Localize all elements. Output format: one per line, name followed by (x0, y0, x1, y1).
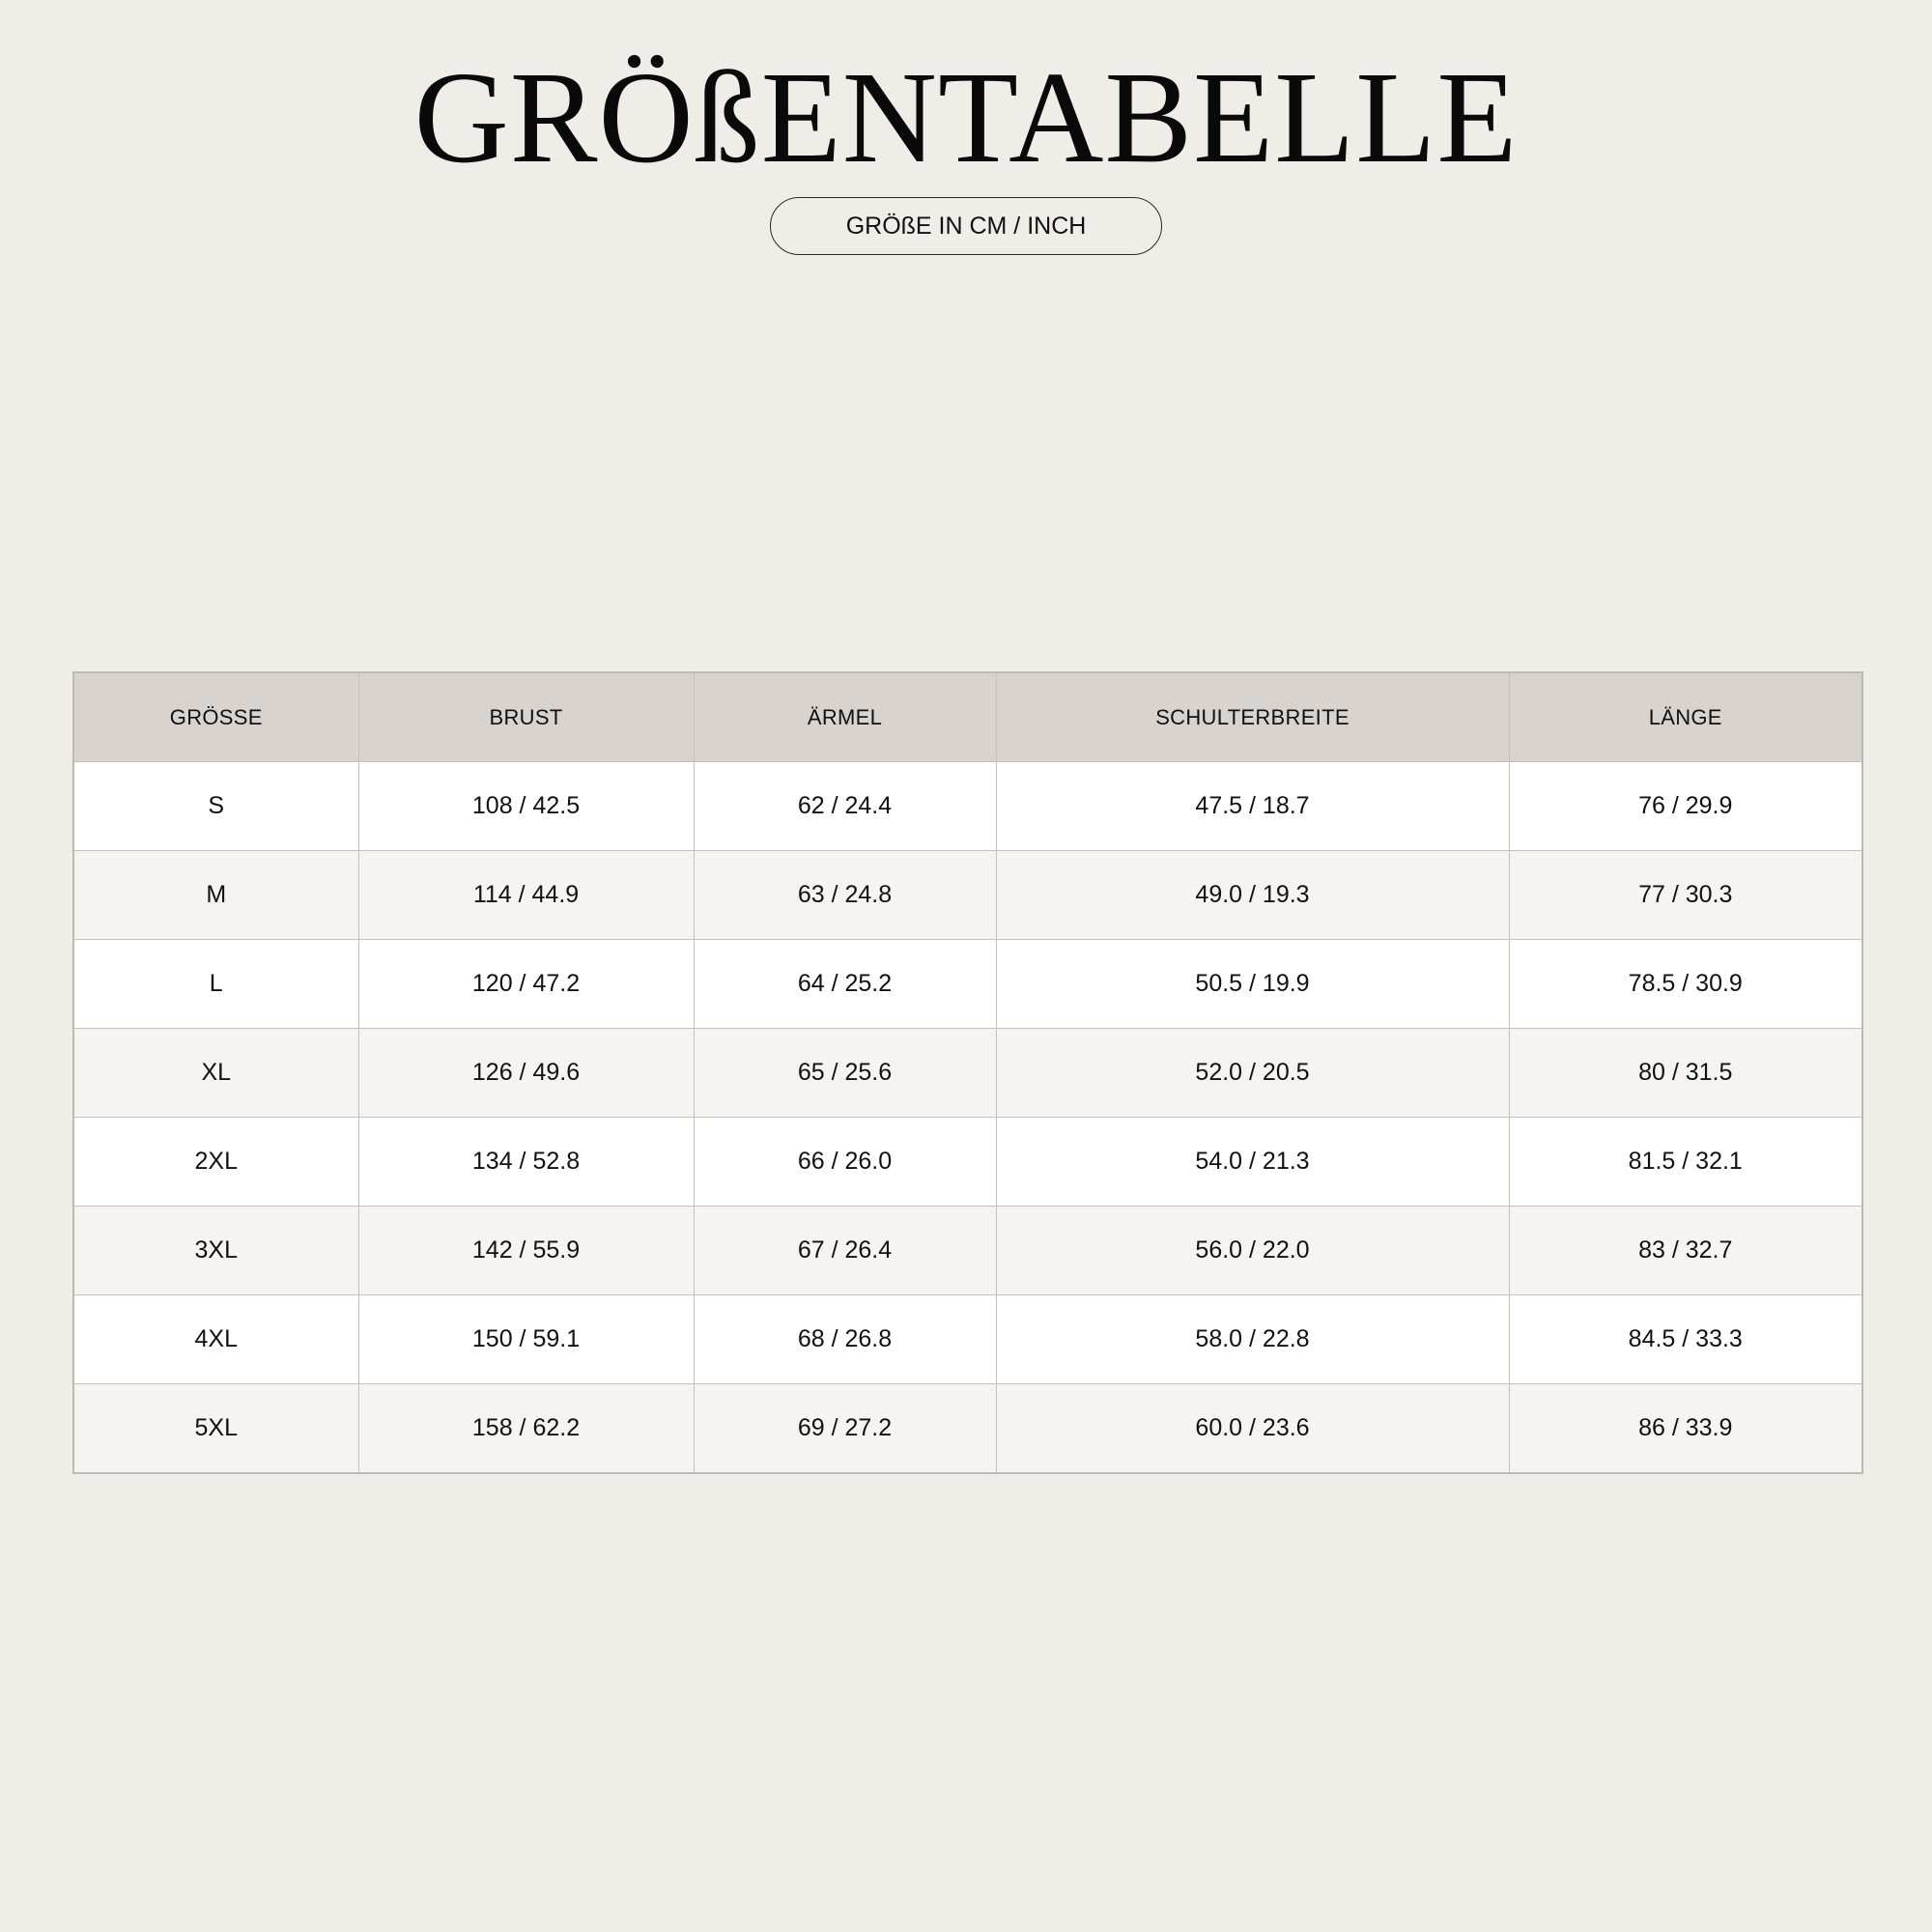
cell-brust: 108 / 42.5 (358, 762, 694, 851)
header-aermel: ÄRMEL (694, 672, 996, 762)
size-chart-table (72, 671, 1863, 1474)
cell-size: L (73, 940, 358, 1029)
cell-aermel: 66 / 26.0 (694, 1118, 996, 1207)
header-schulterbreite: SCHULTERBREITE (996, 672, 1509, 762)
cell-aermel: 65 / 25.6 (694, 1029, 996, 1118)
table-row (73, 762, 1862, 851)
cell-laenge: 84.5 / 33.3 (1509, 1295, 1862, 1384)
cell-brust: 120 / 47.2 (358, 940, 694, 1029)
table-row (73, 1029, 1862, 1118)
unit-label: GRÖßE IN CM / INCH (845, 212, 1087, 240)
cell-size: S (73, 762, 358, 851)
cell-size: 4XL (73, 1295, 358, 1384)
cell-brust: 158 / 62.2 (358, 1384, 694, 1474)
cell-brust: 142 / 55.9 (358, 1207, 694, 1295)
cell-aermel: 69 / 27.2 (694, 1384, 996, 1474)
cell-size: 5XL (73, 1384, 358, 1474)
cell-schulterbreite: 49.0 / 19.3 (996, 851, 1509, 940)
header-laenge: LÄNGE (1509, 672, 1862, 762)
table-row (73, 1118, 1862, 1207)
table-row (73, 851, 1862, 940)
cell-schulterbreite: 56.0 / 22.0 (996, 1207, 1509, 1295)
cell-brust: 150 / 59.1 (358, 1295, 694, 1384)
cell-laenge: 78.5 / 30.9 (1509, 940, 1862, 1029)
table-row (73, 1384, 1862, 1474)
page-title: GRÖßENTABELLE (413, 45, 1519, 190)
cell-size: XL (73, 1029, 358, 1118)
cell-aermel: 68 / 26.8 (694, 1295, 996, 1384)
unit-label-pill (770, 197, 1162, 255)
cell-laenge: 83 / 32.7 (1509, 1207, 1862, 1295)
cell-laenge: 76 / 29.9 (1509, 762, 1862, 851)
cell-aermel: 64 / 25.2 (694, 940, 996, 1029)
cell-brust: 126 / 49.6 (358, 1029, 694, 1118)
cell-aermel: 62 / 24.4 (694, 762, 996, 851)
cell-brust: 134 / 52.8 (358, 1118, 694, 1207)
cell-aermel: 67 / 26.4 (694, 1207, 996, 1295)
table-row (73, 1207, 1862, 1295)
cell-schulterbreite: 60.0 / 23.6 (996, 1384, 1509, 1474)
table-row (73, 940, 1862, 1029)
cell-laenge: 77 / 30.3 (1509, 851, 1862, 940)
cell-schulterbreite: 58.0 / 22.8 (996, 1295, 1509, 1384)
cell-laenge: 81.5 / 32.1 (1509, 1118, 1862, 1207)
cell-schulterbreite: 47.5 / 18.7 (996, 762, 1509, 851)
cell-schulterbreite: 50.5 / 19.9 (996, 940, 1509, 1029)
cell-aermel: 63 / 24.8 (694, 851, 996, 940)
cell-laenge: 80 / 31.5 (1509, 1029, 1862, 1118)
cell-size: 3XL (73, 1207, 358, 1295)
cell-laenge: 86 / 33.9 (1509, 1384, 1862, 1474)
table-header-row (73, 672, 1862, 762)
cell-brust: 114 / 44.9 (358, 851, 694, 940)
header-brust: BRUST (358, 672, 694, 762)
cell-size: 2XL (73, 1118, 358, 1207)
table-row (73, 1295, 1862, 1384)
cell-schulterbreite: 54.0 / 21.3 (996, 1118, 1509, 1207)
cell-schulterbreite: 52.0 / 20.5 (996, 1029, 1509, 1118)
cell-size: M (73, 851, 358, 940)
header-groesse: GRÖSSE (73, 672, 358, 762)
